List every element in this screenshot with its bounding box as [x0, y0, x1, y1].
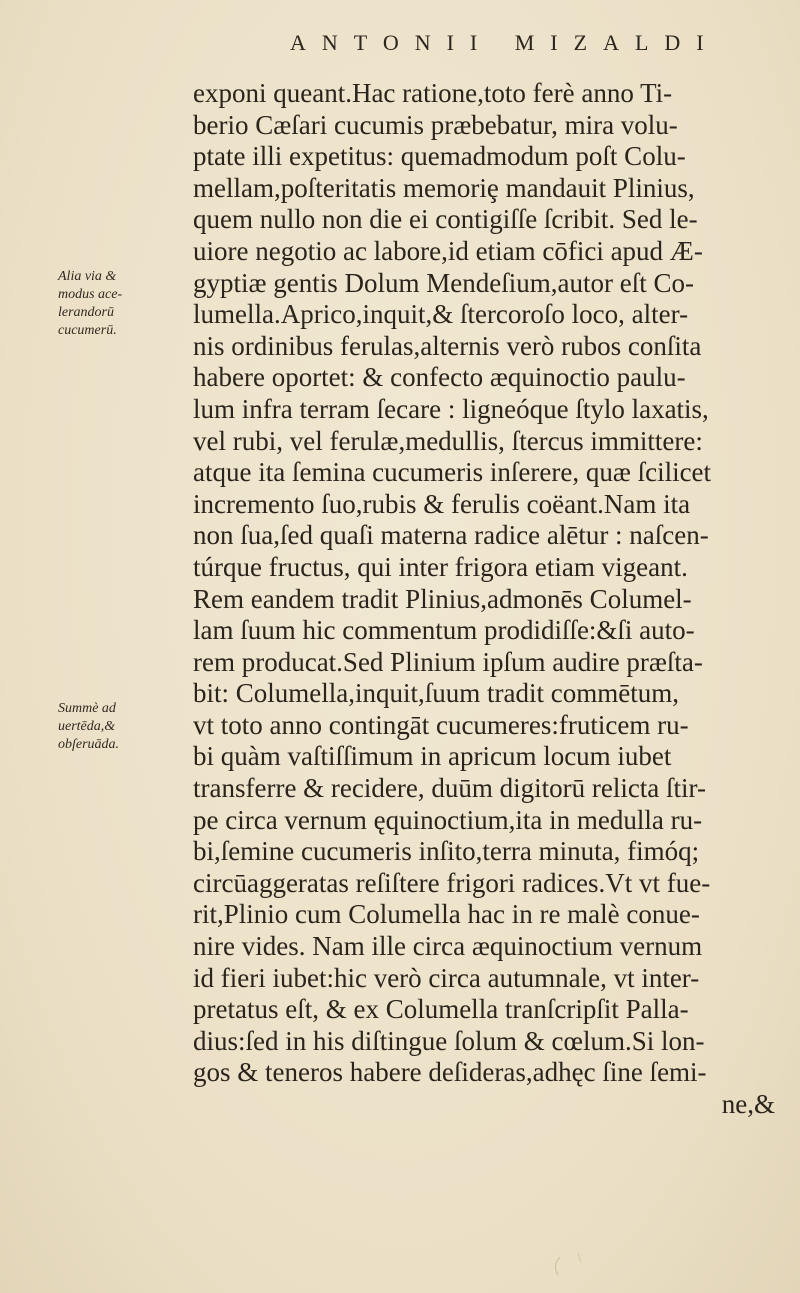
text-line: pretatus eſt, & ex Columella tranſcripſit Palla- — [193, 994, 689, 1025]
text-line: bi,ſemine cucumeris inſito,terra minuta, fimóq; — [193, 836, 700, 867]
margin-note-line: obſeruāda. — [58, 737, 120, 752]
text-line: gos & teneros habere deſideras,adhęc ſine ſemi- — [193, 1057, 707, 1088]
text-line: lum infra terram ſecare : ligneóque ſtylo laxatis, — [193, 393, 709, 424]
text-line: túrque fructus, qui inter frigora etiam vigeant. — [193, 551, 688, 582]
text-line: lam ſuum hic commentum prodidiſſe:&ſi auto- — [193, 615, 695, 646]
text-line: dius:ſed in his diſtingue ſolum & cœlum.Si lon- — [193, 1025, 705, 1056]
bleed-through-mark — [550, 1245, 590, 1285]
margin-note-line: Alia via & — [58, 269, 117, 284]
text-line: transferre & recidere, duūm digitorū relicta ſtir- — [193, 773, 706, 804]
text-line: habere oportet: & confecto æquinoctio paulu- — [193, 362, 686, 393]
text-line: nire vides. Nam ille circa æquinoctium vernum — [193, 931, 703, 962]
text-line: mellam,poſteritatis memoriȩ mandauit Plinius, — [193, 172, 695, 203]
text-line: vt toto anno contingāt cucumeres:fruticem ru- — [193, 709, 689, 740]
text-line: circūaggeratas reſiſtere frigori radices.Vt vt fue- — [193, 867, 711, 898]
text-line: pe circa vernum ęquinoctium,ita in medulla ru- — [193, 804, 703, 835]
text-line: rem producat.Sed Plinium ipſum audire præſta- — [193, 646, 703, 677]
margin-note-line: Summè ad — [58, 701, 116, 716]
text-line: non ſua,ſed quaſi materna radice alētur : naſcen- — [193, 520, 709, 551]
margin-note-line: cucumerū. — [58, 323, 117, 338]
text-line: gyptiæ gentis Dolum Mendeſium,autor eſt Co- — [193, 267, 694, 298]
text-line: vel rubi, vel ferulæ,medullis, ſtercus immittere: — [193, 425, 703, 456]
text-line: incremento ſuo,rubis & ferulis coëant.Nam ita — [193, 488, 691, 519]
text-line: exponi queant.Hac ratione,toto ferè anno Ti- — [193, 78, 673, 108]
margin-note-line: uertēda,& — [58, 719, 116, 734]
text-line: berio Cæſari cucumis præbebatur, mira volu- — [193, 109, 678, 140]
text-line: quem nullo non die ei contigiſſe ſcribit. Sed le- — [193, 204, 698, 235]
text-line: atque ita ſemina cucumeris inſerere, quæ ſcilicet — [193, 457, 712, 488]
text-line: Rem eandem tradit Plinius,admonēs Columel- — [193, 583, 692, 614]
text-line: id fieri iubet:hic verò circa autumnale, vt inter- — [193, 962, 700, 993]
margin-note-line: lerandorū — [58, 305, 114, 320]
text-line: ptate illi expetitus: quemadmodum poſt Colu- — [193, 141, 686, 172]
catchword: ne,& — [721, 1089, 775, 1119]
running-head: ANTONII MIZALDI — [290, 30, 720, 55]
text-line: lumella.Aprico,inquit,& ſtercoroſo loco, alter- — [193, 299, 689, 330]
text-line: uiore negotio ac labore,id etiam cōfici apud Æ- — [193, 235, 703, 266]
text-line: nis ordinibus ferulas,alternis verò rubos conſita — [193, 330, 702, 361]
text-line: rit,Plinio cum Columella hac in re malè conue- — [193, 899, 700, 930]
margin-note-summe — [58, 700, 119, 754]
body-text — [193, 78, 793, 1121]
margin-note-line: modus ace- — [58, 287, 123, 302]
text-line: bi quàm vaſtiſſimum in apricum locum iubet — [193, 741, 672, 772]
text-line: bit: Columella,inquit,ſuum tradit commētum, — [193, 678, 679, 709]
margin-note-alia-via — [58, 268, 122, 340]
